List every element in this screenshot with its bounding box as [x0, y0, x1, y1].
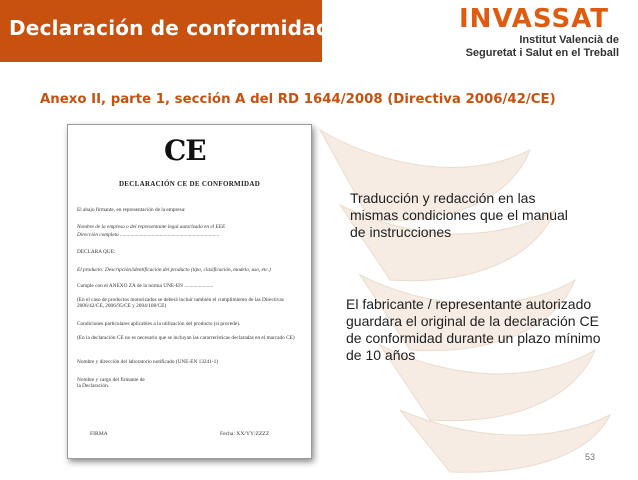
header-bar [0, 0, 331, 62]
section-subtitle: Anexo II, parte 1, sección A del RD 1644/2008 (Directiva 2006/42/CE) [40, 92, 556, 107]
logo-line-2: Seguretat i Salut en el Treball [465, 47, 619, 59]
signature-label: FIRMA [90, 431, 108, 437]
document-line: DECLARA QUE: [77, 249, 116, 255]
logo-line-1: Institut Valencià de [519, 34, 619, 46]
translation-note: Traducción y redacción en las mismas condiciones que el manual de instrucciones [350, 190, 568, 240]
ce-mark-icon: CE [164, 134, 206, 167]
wing-watermark-icon [300, 110, 630, 480]
document-line: (En el caso de productos motorizados se deberá incluir también el cumplimiento de las Directivas 2006/42/CE, 2006/95/CE y 2004/108/CE) [77, 297, 284, 310]
original-keeping-note: El fabricante / representante autorizado guardara el original de la declaración CE de conformidad durante un plazo mínimo de 10 años [346, 296, 601, 363]
page-title: Declaración de conformidad [9, 16, 331, 40]
document-line: El abajo firmante, en representación de la empresa: [77, 207, 186, 213]
document-line: Nombre de la empresa o del representante legal autorizado en el EEE [77, 224, 226, 230]
document-line: Dirección completa ........................................................................... [77, 232, 220, 238]
document-line: Nombre y dirección del laboratorio notificado (UNE-EN 13241-1) [77, 359, 219, 365]
page-number: 53 [585, 452, 596, 462]
document-line: Cumple con el ANEXO ZA de la norma UNE-EN ...................... [77, 283, 214, 289]
document-line: El producto: Descripción/identificación del producto (tipo, clasificación, modelo, uso, etc.) [77, 267, 271, 273]
document-line: Condiciones particulares aplicables a la utilización del producto (si procede). [77, 321, 241, 327]
logo-name: INVASSAT [459, 4, 610, 34]
document-line: (En la declaración CE no es necesario que se incluyan las características declaradas en el marcado CE) [77, 335, 295, 341]
declaration-document-image [67, 124, 312, 459]
date-label: Fecha: XX/YY/ZZZZ [220, 431, 270, 437]
invassat-logo [457, 4, 629, 62]
document-line: Nombre y cargo del firmante de la Declaración. [77, 377, 145, 390]
document-title: DECLARACIÓN CE DE CONFORMIDAD [118, 180, 261, 188]
